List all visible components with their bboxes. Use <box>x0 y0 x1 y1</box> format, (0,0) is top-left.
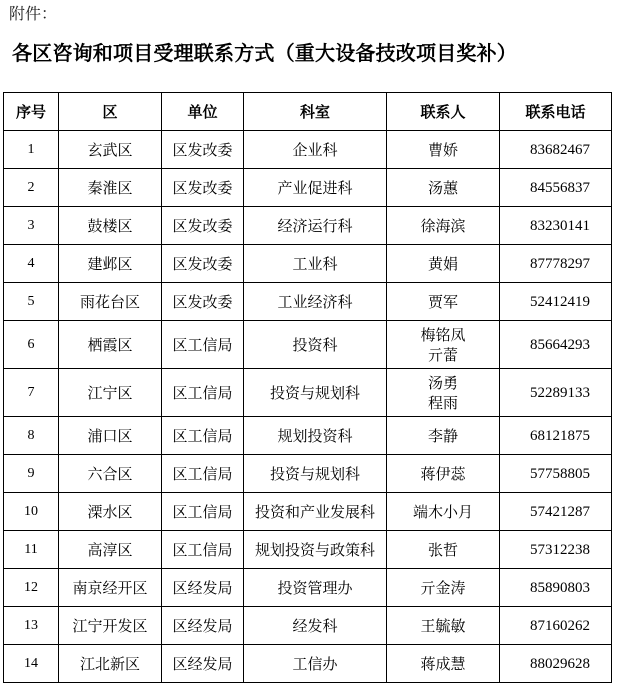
cell-district: 高淳区 <box>59 531 162 569</box>
contact-name: 曹娇 <box>427 140 458 159</box>
header-no: 序号 <box>4 93 59 131</box>
contact-name: 王毓敏 <box>420 616 466 635</box>
cell-contact <box>387 207 500 245</box>
table-row <box>4 131 612 169</box>
cell-contact <box>387 417 500 455</box>
attachment-label: 附件： <box>9 4 58 23</box>
cell-unit: 区工信局 <box>162 417 244 455</box>
contact-name: 亓金涛 <box>420 578 466 597</box>
contact-name: 蒋成慧 <box>420 654 466 673</box>
cell-unit: 区工信局 <box>162 531 244 569</box>
cell-no: 9 <box>4 455 59 493</box>
cell-no: 1 <box>4 131 59 169</box>
cell-contact <box>387 245 500 283</box>
contact-name: 李静 <box>427 426 458 445</box>
cell-unit: 区发改委 <box>162 169 244 207</box>
cell-district: 玄武区 <box>59 131 162 169</box>
cell-contact <box>387 321 500 369</box>
table-row <box>4 569 612 607</box>
table-row <box>4 493 612 531</box>
cell-district: 建邺区 <box>59 245 162 283</box>
cell-dept: 投资与规划科 <box>244 455 387 493</box>
header-dept: 科室 <box>244 93 387 131</box>
cell-contact <box>387 493 500 531</box>
cell-unit: 区工信局 <box>162 321 244 369</box>
cell-no: 5 <box>4 283 59 321</box>
header-unit: 单位 <box>162 93 244 131</box>
table-row <box>4 607 612 645</box>
cell-unit: 区发改委 <box>162 131 244 169</box>
cell-district: 南京经开区 <box>59 569 162 607</box>
cell-phone: 84556837 <box>500 169 612 207</box>
cell-dept: 经发科 <box>244 607 387 645</box>
table-row <box>4 207 612 245</box>
cell-contact <box>387 283 500 321</box>
cell-phone: 87778297 <box>500 245 612 283</box>
cell-no: 6 <box>4 321 59 369</box>
cell-district: 江北新区 <box>59 645 162 683</box>
contact-name: 汤蕙 <box>427 178 458 197</box>
cell-unit: 区经发局 <box>162 645 244 683</box>
cell-dept: 工业科 <box>244 245 387 283</box>
contact-name: 梅铭凤 <box>420 325 466 344</box>
table-row <box>4 245 612 283</box>
contact-name: 黄娟 <box>427 254 458 273</box>
cell-unit: 区工信局 <box>162 369 244 417</box>
cell-contact <box>387 645 500 683</box>
contact-name: 程雨 <box>427 393 458 412</box>
contact-name: 张哲 <box>427 540 458 559</box>
cell-district: 秦淮区 <box>59 169 162 207</box>
cell-dept: 投资和产业发展科 <box>244 493 387 531</box>
cell-no: 10 <box>4 493 59 531</box>
cell-contact <box>387 369 500 417</box>
cell-phone: 57421287 <box>500 493 612 531</box>
cell-dept: 工信办 <box>244 645 387 683</box>
table-row <box>4 283 612 321</box>
contacts-table <box>3 92 612 683</box>
table-row <box>4 417 612 455</box>
cell-unit: 区经发局 <box>162 607 244 645</box>
table-row <box>4 169 612 207</box>
cell-no: 14 <box>4 645 59 683</box>
cell-district: 江宁区 <box>59 369 162 417</box>
cell-dept: 投资管理办 <box>244 569 387 607</box>
contact-name: 徐海滨 <box>420 216 466 235</box>
cell-no: 8 <box>4 417 59 455</box>
cell-contact <box>387 531 500 569</box>
cell-dept: 规划投资科 <box>244 417 387 455</box>
contact-name: 亓蕾 <box>427 345 458 364</box>
contact-name: 汤勇 <box>427 373 458 392</box>
cell-unit: 区工信局 <box>162 493 244 531</box>
cell-phone: 83230141 <box>500 207 612 245</box>
cell-dept: 投资科 <box>244 321 387 369</box>
cell-unit: 区发改委 <box>162 207 244 245</box>
cell-contact <box>387 131 500 169</box>
cell-district: 六合区 <box>59 455 162 493</box>
table-row <box>4 531 612 569</box>
cell-unit: 区发改委 <box>162 283 244 321</box>
table-row <box>4 645 612 683</box>
cell-no: 4 <box>4 245 59 283</box>
header-phone: 联系电话 <box>500 93 612 131</box>
cell-phone: 52412419 <box>500 283 612 321</box>
cell-phone: 85664293 <box>500 321 612 369</box>
cell-district: 溧水区 <box>59 493 162 531</box>
contact-name: 蒋伊蕊 <box>420 464 466 483</box>
cell-contact <box>387 455 500 493</box>
cell-dept: 企业科 <box>244 131 387 169</box>
cell-dept: 投资与规划科 <box>244 369 387 417</box>
cell-phone: 68121875 <box>500 417 612 455</box>
cell-contact <box>387 569 500 607</box>
cell-phone: 88029628 <box>500 645 612 683</box>
document-title: 各区咨询和项目受理联系方式（重大设备技改项目奖补） <box>12 41 517 65</box>
cell-unit: 区工信局 <box>162 455 244 493</box>
cell-phone: 87160262 <box>500 607 612 645</box>
cell-no: 12 <box>4 569 59 607</box>
cell-dept: 产业促进科 <box>244 169 387 207</box>
cell-district: 雨花台区 <box>59 283 162 321</box>
cell-phone: 83682467 <box>500 131 612 169</box>
cell-unit: 区经发局 <box>162 569 244 607</box>
header-contact: 联系人 <box>387 93 500 131</box>
cell-contact <box>387 169 500 207</box>
cell-no: 11 <box>4 531 59 569</box>
table-row <box>4 369 612 417</box>
cell-no: 13 <box>4 607 59 645</box>
contact-name: 端木小月 <box>412 502 473 521</box>
cell-dept: 规划投资与政策科 <box>244 531 387 569</box>
cell-no: 3 <box>4 207 59 245</box>
table-body <box>4 131 612 683</box>
table-header-row <box>4 93 612 131</box>
cell-contact <box>387 607 500 645</box>
header-district: 区 <box>59 93 162 131</box>
contact-name: 贾军 <box>427 292 458 311</box>
cell-phone: 57312238 <box>500 531 612 569</box>
cell-dept: 经济运行科 <box>244 207 387 245</box>
cell-no: 2 <box>4 169 59 207</box>
cell-district: 浦口区 <box>59 417 162 455</box>
cell-district: 栖霞区 <box>59 321 162 369</box>
cell-district: 鼓楼区 <box>59 207 162 245</box>
cell-phone: 85890803 <box>500 569 612 607</box>
cell-phone: 52289133 <box>500 369 612 417</box>
cell-phone: 57758805 <box>500 455 612 493</box>
cell-unit: 区发改委 <box>162 245 244 283</box>
cell-dept: 工业经济科 <box>244 283 387 321</box>
cell-district: 江宁开发区 <box>59 607 162 645</box>
table-row <box>4 455 612 493</box>
cell-no: 7 <box>4 369 59 417</box>
table-row <box>4 321 612 369</box>
